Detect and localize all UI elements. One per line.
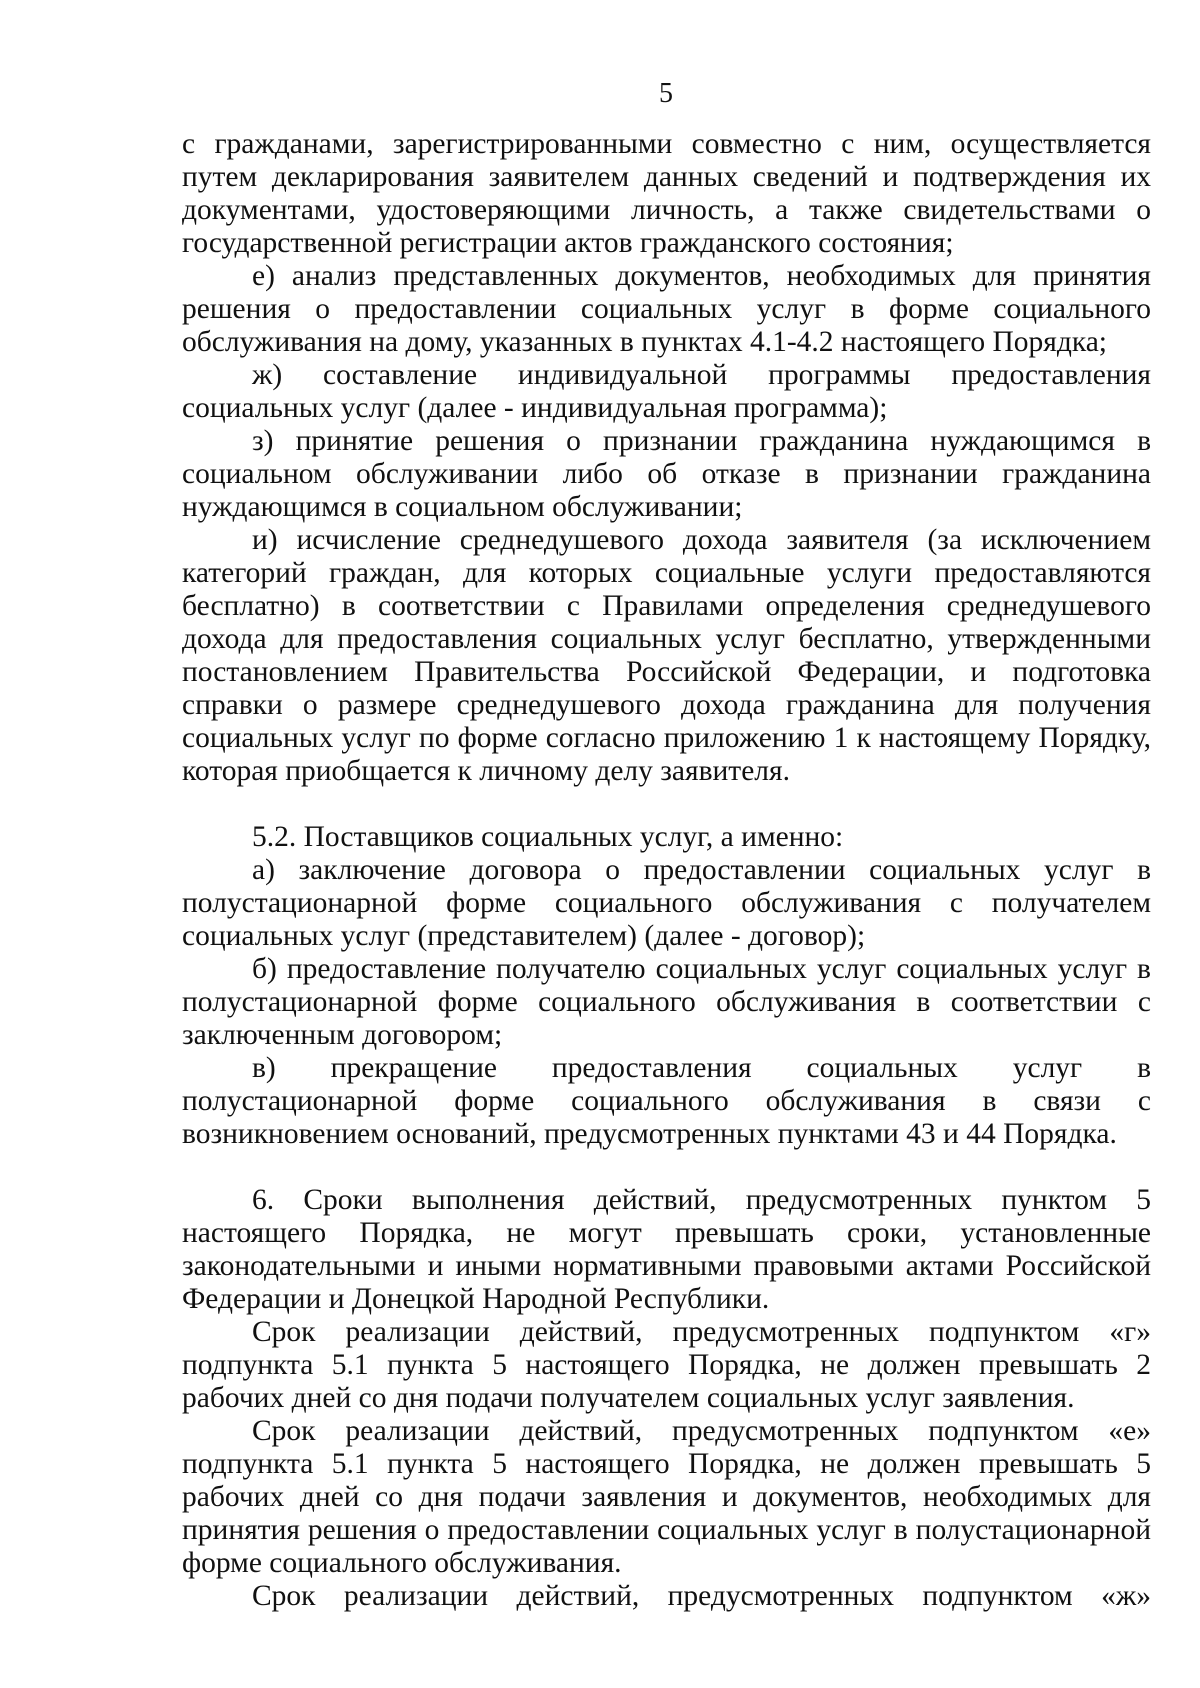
paragraph-section-6: 6. Сроки выполнения действий, предусмотренных пунктом 5 настоящего Порядка, не могут превышать сроки, установленные законодательными и иными нормативными правовыми актами Российской Федерации и Донецкой Народной Республики.: [182, 1184, 1151, 1315]
paragraph-item-i: и) исчисление среднедушевого дохода заявителя (за исключением категорий граждан, для которых социальные услуги предоставляются бесплатно) в соответствии с Правилами определения среднедушевого дохода для предоставления социальных услуг бесплатно, утвержденными постановлением Правительства Российской Федерации, и подготовка справки о размере среднедушевого дохода гражданина для получения социальных услуг по форме согласно приложению 1 к настоящему Порядку, которая приобщается к личному делу заявителя.: [182, 524, 1151, 787]
paragraph-continuation: с гражданами, зарегистрированными совместно с ним, осуществляется путем декларирования заявителем данных сведений и подтверждения их документами, удостоверяющими личность, а также свидетельствами о государственной регистрации актов гражданского состояния;: [182, 128, 1151, 259]
paragraph-item-z: з) принятие решения о признании гражданина нуждающимся в социальном обслуживании либо об отказе в признании гражданина нуждающимся в социальном обслуживании;: [182, 425, 1151, 523]
paragraph-section-5-2: 5.2. Поставщиков социальных услуг, а именно:: [252, 821, 844, 853]
paragraph-item-b: б) предоставление получателю социальных услуг социальных услуг в полустационарной форме социального обслуживания в соответствии с заключенным договором;: [182, 953, 1151, 1051]
paragraph-item-zh: ж) составление индивидуальной программы предоставления социальных услуг (далее - индивидуальная программа);: [182, 359, 1151, 424]
paragraph-gap: [182, 788, 1151, 821]
paragraph-term-g: Срок реализации действий, предусмотренных подпунктом «г» подпункта 5.1 пункта 5 настоящего Порядка, не должен превышать 2 рабочих дней со дня подачи получателем социальных услуг заявления.: [182, 1316, 1151, 1414]
page-number: 5: [659, 78, 673, 109]
paragraph-term-zh: Срок реализации действий, предусмотренных подпунктом «ж»: [252, 1580, 1151, 1612]
paragraph-item-v: в) прекращение предоставления социальных услуг в полустационарной форме социального обслуживания в связи с возникновением оснований, предусмотренных пунктами 43 и 44 Порядка.: [182, 1052, 1151, 1150]
document-body: [182, 128, 1151, 1613]
paragraph-item-a: а) заключение договора о предоставлении социальных услуг в полустационарной форме социального обслуживания с получателем социальных услуг (представителем) (далее - договор);: [182, 854, 1151, 952]
paragraph-item-e: е) анализ представленных документов, необходимых для принятия решения о предоставлении социальных услуг в форме социального обслуживания на дому, указанных в пунктах 4.1-4.2 настоящего Порядка;: [182, 260, 1151, 358]
paragraph-term-e: Срок реализации действий, предусмотренных подпунктом «е» подпункта 5.1 пункта 5 настоящего Порядка, не должен превышать 5 рабочих дней со дня подачи заявления и документов, необходимых для принятия решения о предоставлении социальных услуг в полустационарной форме социального обслуживания.: [182, 1415, 1151, 1579]
paragraph-gap: [182, 1151, 1151, 1184]
